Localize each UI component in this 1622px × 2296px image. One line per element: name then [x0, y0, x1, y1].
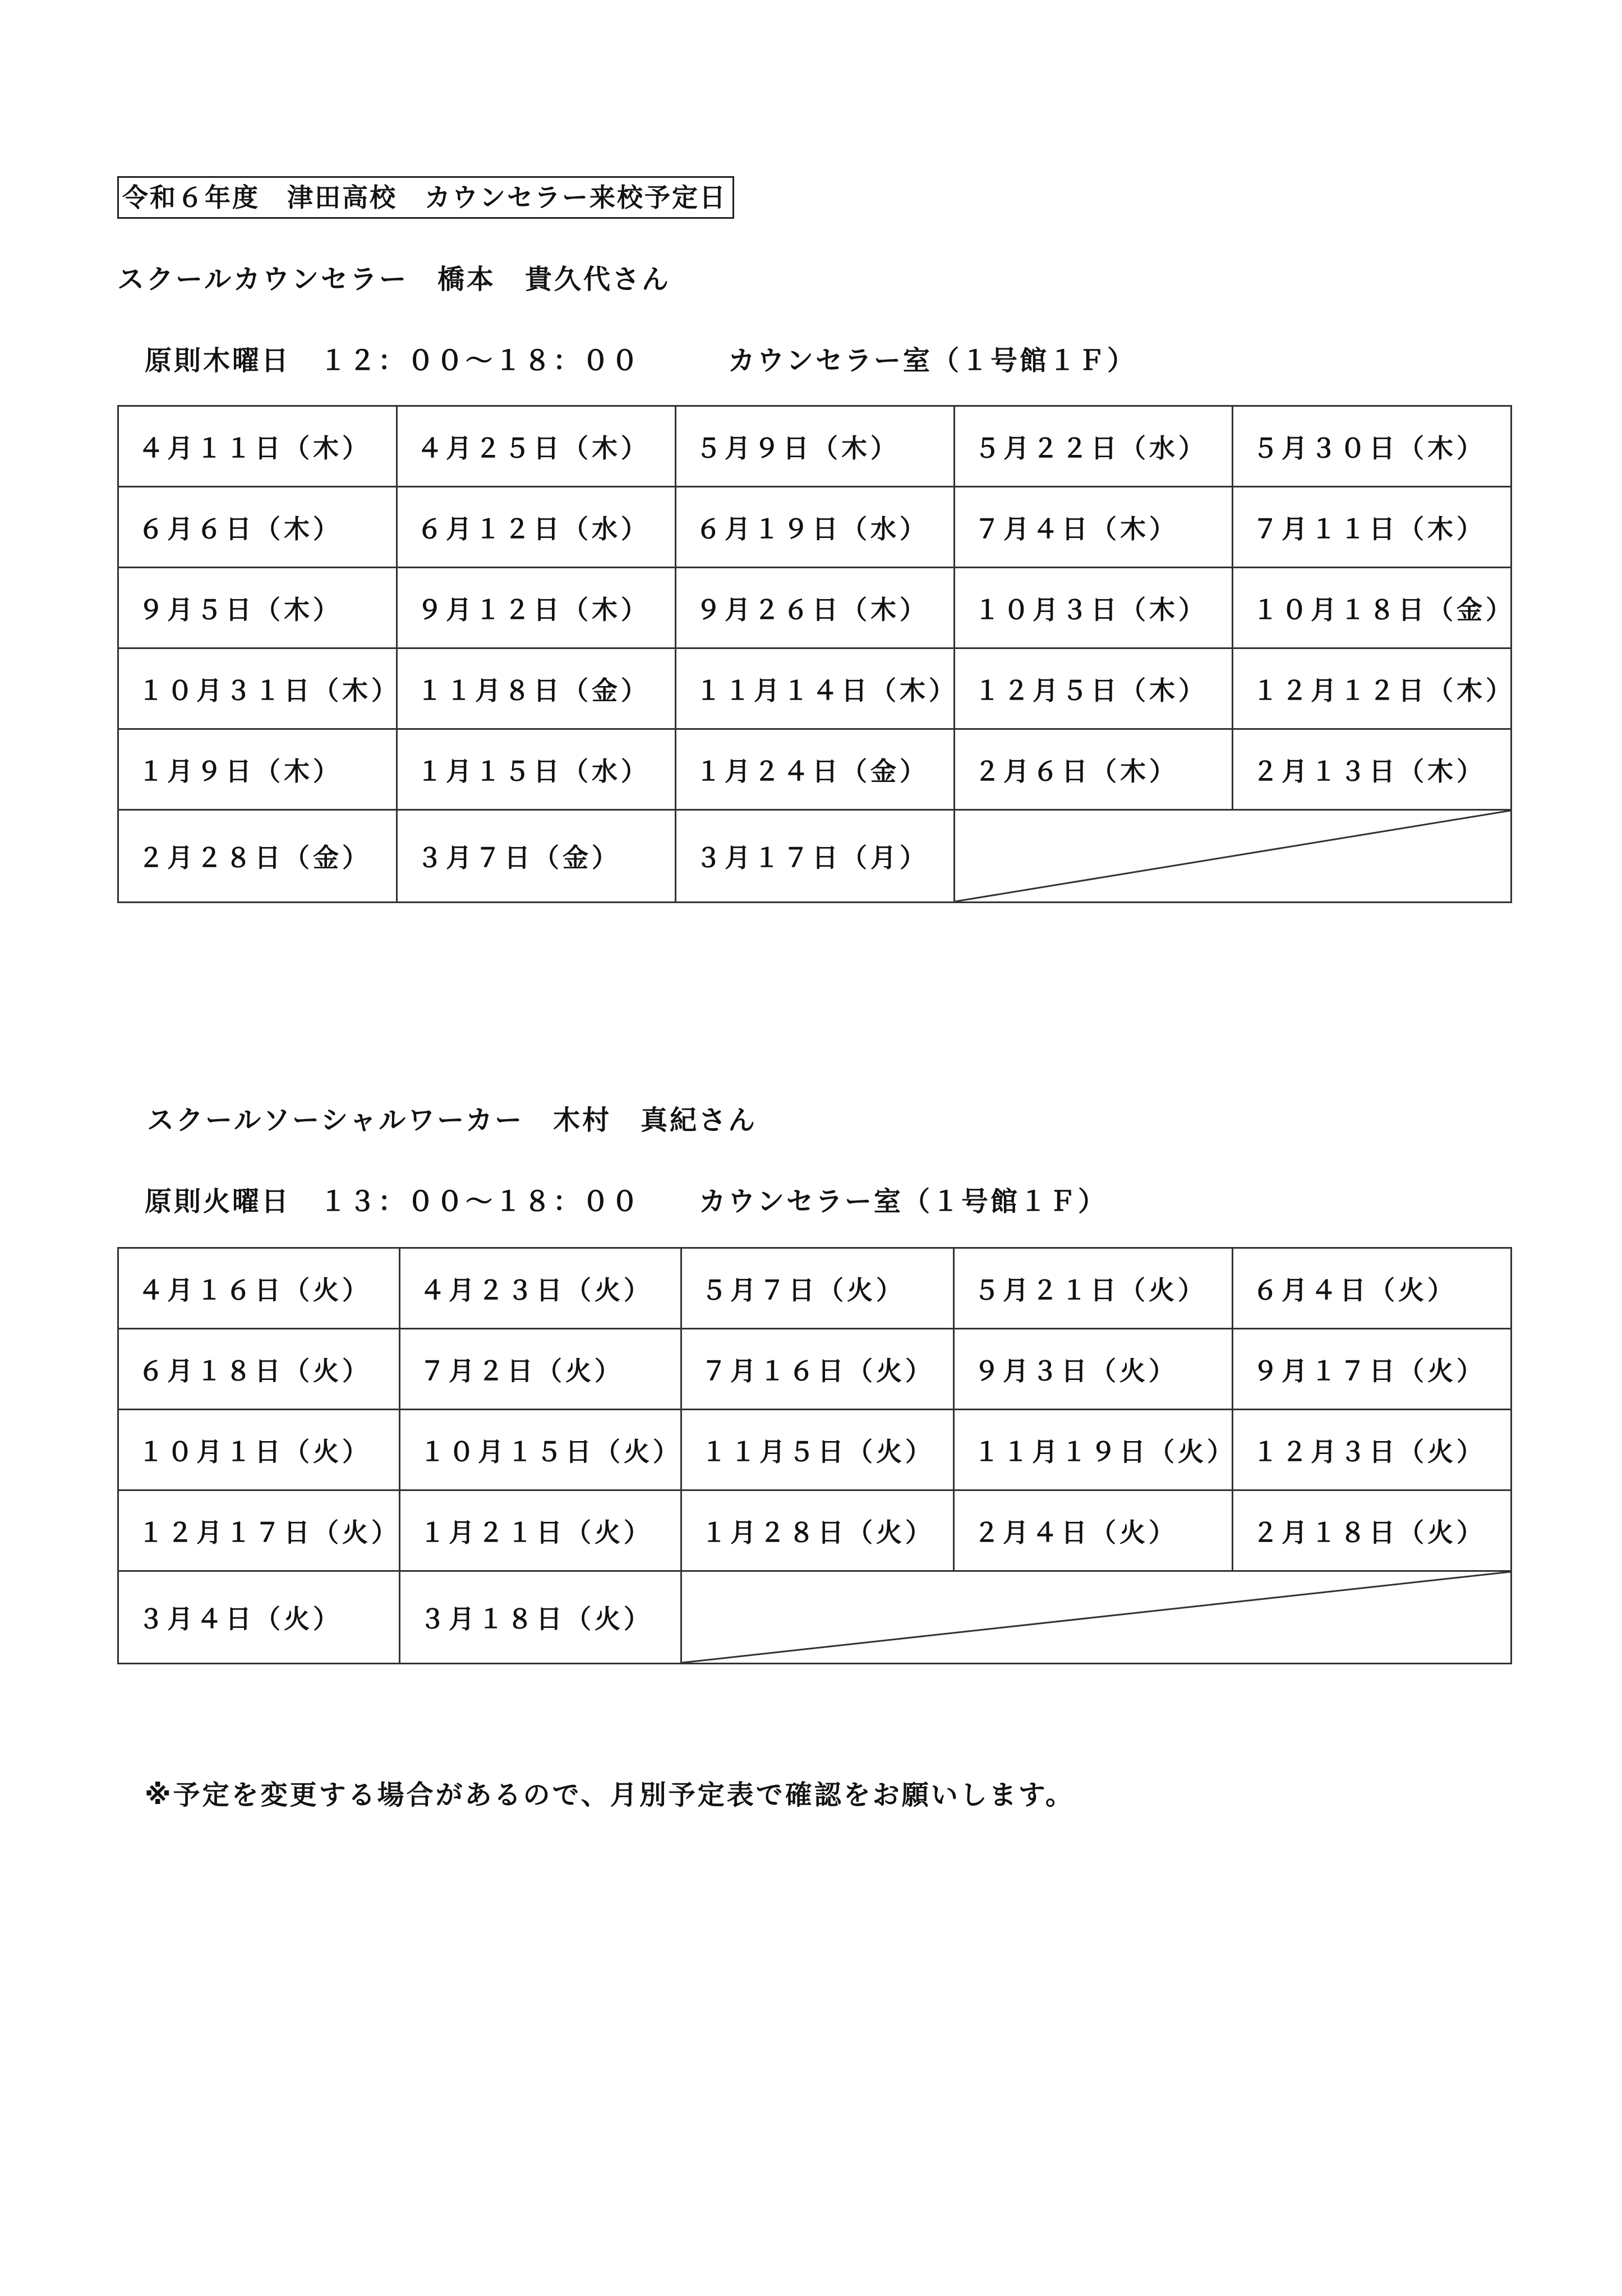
date-cell: １０月１日（火） [118, 1410, 400, 1490]
counselor-schedule: 原則木曜日 １２：００～１８：００ カウンセラー室（１号館１Ｆ） [145, 345, 1137, 376]
date-cell: ６月１９日（水） [676, 487, 955, 568]
date-cell: １１月１９日（火） [954, 1410, 1233, 1490]
counselor-heading: スクールカウンセラー 橋本 貴久代さん [117, 264, 671, 295]
table-row [118, 406, 1512, 487]
date-cell: ２月４日（火） [954, 1490, 1233, 1571]
date-cell: ６月１８日（火） [118, 1329, 400, 1410]
social-worker-date-table [117, 1247, 1512, 1664]
table-row [118, 1329, 1512, 1410]
date-cell: ３月１７日（月） [676, 810, 955, 903]
date-cell: ４月１１日（木） [118, 406, 397, 487]
date-cell: ２月１３日（木） [1233, 729, 1512, 810]
date-cell: ２月２８日（金） [118, 810, 397, 903]
date-cell: １月２８日（火） [681, 1490, 954, 1571]
date-cell: ５月７日（火） [681, 1248, 954, 1329]
date-cell: １月２４日（金） [676, 729, 955, 810]
date-cell: ６月１２日（水） [397, 487, 676, 568]
date-cell: ５月９日（木） [676, 406, 955, 487]
date-cell: １２月１７日（火） [118, 1490, 400, 1571]
date-cell: ７月２日（火） [400, 1329, 681, 1410]
table-row [118, 568, 1512, 648]
table-row [118, 487, 1512, 568]
date-cell: ９月５日（木） [118, 568, 397, 648]
date-cell: １０月１５日（火） [400, 1410, 681, 1490]
date-cell: ９月１７日（火） [1233, 1329, 1512, 1410]
date-cell: ３月４日（火） [118, 1571, 400, 1664]
date-cell: ６月４日（火） [1233, 1248, 1512, 1329]
document-title: 令和６年度 津田高校 カウンセラー来校予定日 [117, 176, 734, 219]
date-cell: １２月１２日（木） [1233, 648, 1512, 729]
date-cell: ４月２５日（木） [397, 406, 676, 487]
date-cell: １１月５日（火） [681, 1410, 954, 1490]
empty-slashed-cell [955, 810, 1512, 903]
date-cell: １月１５日（水） [397, 729, 676, 810]
table-row [118, 1248, 1512, 1329]
date-cell: ５月２２日（水） [955, 406, 1233, 487]
table-row [118, 729, 1512, 810]
date-cell: １１月１４日（木） [676, 648, 955, 729]
date-cell: ２月６日（木） [955, 729, 1233, 810]
date-cell: ７月１１日（木） [1233, 487, 1512, 568]
social-worker-schedule: 原則火曜日 １３：００～１８：００ カウンセラー室（１号館１Ｆ） [145, 1186, 1108, 1217]
date-cell: ６月６日（木） [118, 487, 397, 568]
table-row [118, 648, 1512, 729]
social-worker-heading: スクールソーシャルワーカー 木村 真紀さん [147, 1105, 758, 1136]
date-cell: ９月３日（火） [954, 1329, 1233, 1410]
date-cell: １月２１日（火） [400, 1490, 681, 1571]
empty-slashed-cell [681, 1571, 1512, 1664]
date-cell: ５月２１日（火） [954, 1248, 1233, 1329]
date-cell: １２月５日（木） [955, 648, 1233, 729]
date-cell: ７月４日（木） [955, 487, 1233, 568]
date-cell: ５月３０日（木） [1233, 406, 1512, 487]
footnote: ※予定を変更する場合があるので、月別予定表で確認をお願いします。 [145, 1779, 1075, 1811]
date-cell: ７月１６日（火） [681, 1329, 954, 1410]
date-cell: １月９日（木） [118, 729, 397, 810]
date-cell: １０月３１日（木） [118, 648, 397, 729]
date-cell: ４月１６日（火） [118, 1248, 400, 1329]
table-row [118, 1571, 1512, 1664]
table-row [118, 1490, 1512, 1571]
date-cell: １０月３日（木） [955, 568, 1233, 648]
counselor-date-table [117, 405, 1515, 903]
table-row [118, 810, 1512, 903]
date-cell: ３月１８日（火） [400, 1571, 681, 1664]
date-cell: １０月１８日（金） [1233, 568, 1512, 648]
date-cell: ３月７日（金） [397, 810, 676, 903]
date-cell: ９月２６日（木） [676, 568, 955, 648]
date-cell: ４月２３日（火） [400, 1248, 681, 1329]
table-row [118, 1410, 1512, 1490]
diagonal-slash [955, 811, 1510, 901]
diagonal-slash [682, 1572, 1510, 1663]
date-cell: ２月１８日（火） [1233, 1490, 1512, 1571]
date-cell: ９月１２日（木） [397, 568, 676, 648]
date-cell: １１月８日（金） [397, 648, 676, 729]
date-cell: １２月３日（火） [1233, 1410, 1512, 1490]
